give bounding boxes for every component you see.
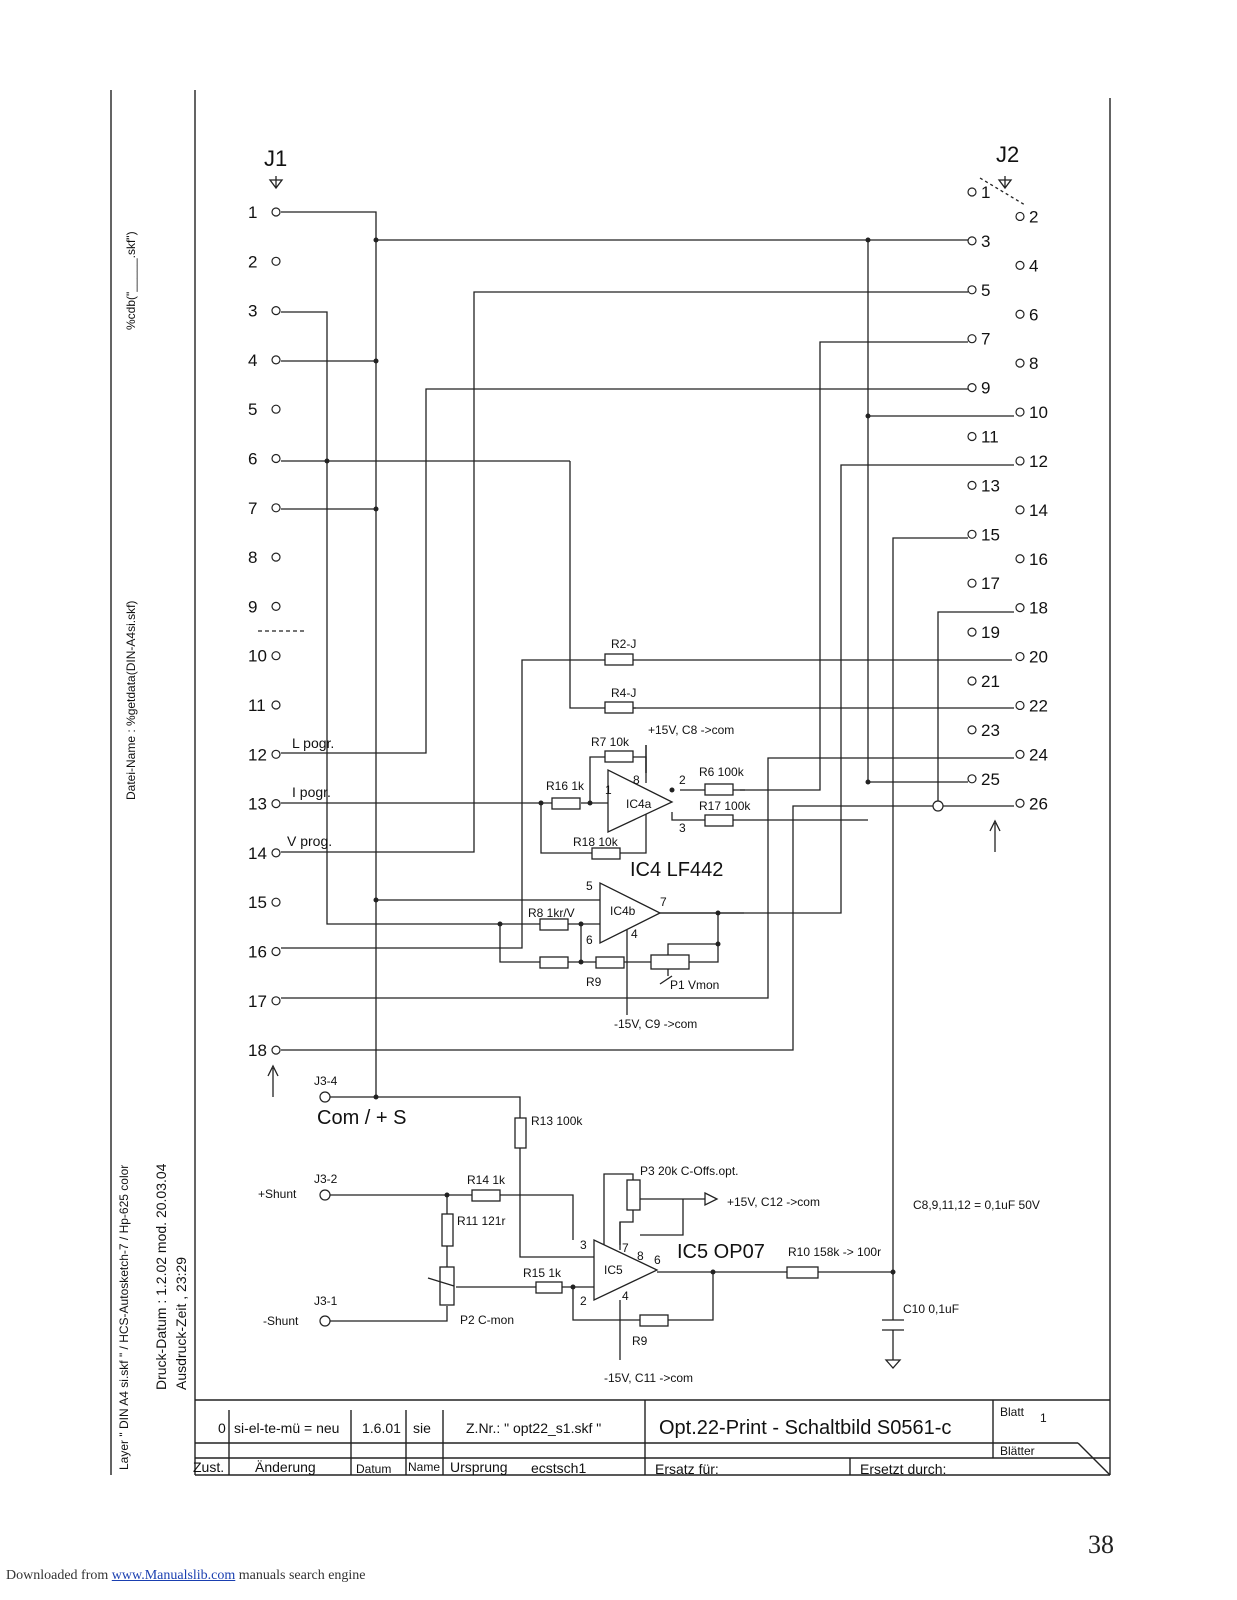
pin-ic5-3: 3 <box>580 1238 587 1252</box>
pin-ic5-4: 4 <box>622 1289 629 1303</box>
j2-pin-label: 16 <box>1029 549 1048 569</box>
j2-pin-label: 10 <box>1029 403 1048 423</box>
j3-1-terminal <box>320 1316 330 1326</box>
j1-pin-label: 3 <box>248 301 258 321</box>
tb-title: Opt.22-Print - Schaltbild S0561-c <box>659 1417 952 1439</box>
pin-ic4b-6: 6 <box>586 933 593 947</box>
tb-blaetter-label: Blätter <box>1000 1444 1035 1458</box>
j1-pin-terminal <box>272 602 280 610</box>
j1-pin-label: 11 <box>248 696 266 715</box>
wires <box>281 212 1014 1360</box>
j2-pin-label: 17 <box>981 574 1000 594</box>
j2-pin-terminal <box>1016 750 1024 758</box>
title-block <box>195 1400 1110 1475</box>
j2-pin-terminal <box>1016 310 1024 318</box>
label-r15: R15 1k <box>523 1266 562 1280</box>
side-filename: Datei-Name : %getdata(DIN-A4si.skf) <box>124 600 138 800</box>
pin-ic5-8: 8 <box>637 1249 644 1263</box>
label-j3-2: J3-2 <box>314 1172 338 1186</box>
j1-pin-terminal <box>272 208 280 216</box>
j2-pin-terminal <box>1016 555 1024 563</box>
label-ic5: IC5 <box>604 1263 623 1277</box>
j2-pin-label: 6 <box>1029 305 1039 325</box>
j2-pin-terminal <box>968 628 976 636</box>
pin-ic4b-4: 4 <box>631 927 638 941</box>
download-footer <box>6 1568 366 1584</box>
tb-blatt-value: 1 <box>1040 1411 1047 1425</box>
label-plus15-c8: +15V, C8 ->com <box>648 723 735 737</box>
j2-pin-terminal <box>968 335 976 343</box>
j1-pin-label: 17 <box>248 991 267 1011</box>
j1-pin-label: 5 <box>248 400 258 420</box>
j1-pin-terminal <box>272 898 280 906</box>
j1-pin-label: 12 <box>248 745 267 765</box>
j2-pin-terminal <box>1016 359 1024 367</box>
j1-pin-label: 6 <box>248 449 258 469</box>
label-r13: R13 100k <box>531 1114 583 1128</box>
j1-pin-terminal <box>272 455 280 463</box>
j2-pin-terminal <box>968 286 976 294</box>
tb-name-header: Name <box>408 1460 441 1474</box>
label-minus15-c9: -15V, C9 ->com <box>614 1017 698 1031</box>
manualslib-link[interactable]: www.Manualslib.com <box>111 1568 236 1583</box>
j2-up-arrow-icon <box>990 821 1000 852</box>
j2-pin-label: 5 <box>981 280 991 300</box>
j1-pin-terminal <box>272 849 280 857</box>
side-cdb: %cdb("_____.skf") <box>124 231 138 330</box>
j2-pin-label: 23 <box>981 720 1000 740</box>
j2-pin-label: 18 <box>1029 598 1048 618</box>
label-ic4a: IC4a <box>626 797 652 811</box>
pin-ic5-6: 6 <box>654 1253 661 1267</box>
tb-zust: Zust. <box>193 1459 225 1475</box>
label-caps-note: C8,9,11,12 = 0,1uF 50V <box>913 1198 1040 1212</box>
j1-pin-label: 18 <box>248 1041 267 1061</box>
footer-suffix: manuals search engine <box>238 1568 366 1583</box>
pin-ic4a-1: 1 <box>605 783 612 797</box>
label-ic5-type: IC5 OP07 <box>677 1241 765 1263</box>
j1-pin-label: 7 <box>248 498 258 518</box>
label-p2: P2 C-mon <box>460 1313 515 1327</box>
tb-ersetzt-durch: Ersetzt durch: <box>860 1461 947 1477</box>
j2-pin-label: 12 <box>1029 451 1048 471</box>
j2-pin-terminal <box>968 188 976 196</box>
j2-pin-terminal <box>968 433 976 441</box>
j2-pin-terminal <box>1016 604 1024 612</box>
pin-ic5-2: 2 <box>580 1294 587 1308</box>
j2-pin-terminal <box>1016 653 1024 661</box>
j1-title: J1 <box>264 146 288 171</box>
j2-pin-terminal <box>1016 261 1024 269</box>
j2-pin-label: 26 <box>1029 794 1048 814</box>
j1-pin-label: 15 <box>248 893 267 913</box>
j2-pin-label: 8 <box>1029 354 1039 374</box>
j1-pin-terminal <box>272 997 280 1005</box>
pin-ic4a-3: 3 <box>679 821 686 835</box>
tb-date: 1.6.01 <box>362 1420 401 1436</box>
label-minus-shunt: -Shunt <box>263 1314 299 1328</box>
label-ic4b: IC4b <box>610 904 636 918</box>
label-j3-4: J3-4 <box>314 1074 338 1088</box>
j1-pin-label: 10 <box>248 646 267 666</box>
pin-ic4b-5: 5 <box>586 879 593 893</box>
j2-pin-terminal <box>968 237 976 245</box>
pin-ic4b-7: 7 <box>660 895 667 909</box>
label-v-prog: V prog. <box>287 833 333 849</box>
j2-pin-terminal <box>968 481 976 489</box>
j2-pin-terminal <box>1016 506 1024 514</box>
label-p3: P3 20k C-Offs.opt. <box>640 1164 739 1178</box>
j2-pin-label: 7 <box>981 329 991 349</box>
j1-pin-label: 4 <box>248 350 258 370</box>
tb-ursprung: Ursprung <box>450 1459 508 1475</box>
j1-pin-label: 16 <box>248 942 267 962</box>
j2-pin-terminal <box>968 530 976 538</box>
j2-pin-label: 20 <box>1029 647 1048 667</box>
label-c10: C10 0,1uF <box>903 1302 960 1316</box>
j1-pin-terminal <box>272 553 280 561</box>
pin-ic4a-8: 8 <box>633 773 640 787</box>
j2-pin-label: 9 <box>981 378 991 398</box>
label-j3-1: J3-1 <box>314 1294 338 1308</box>
label-minus15-c11: -15V, C11 ->com <box>604 1371 694 1385</box>
j2-pin-label: 13 <box>981 476 1000 496</box>
j2-pin-terminal <box>968 726 976 734</box>
j2-pin-terminal <box>1016 408 1024 416</box>
j2-pin-terminal <box>968 384 976 392</box>
label-r16: R16 1k <box>546 779 585 793</box>
j2-pin-terminal <box>968 775 976 783</box>
j1-pin-label: 1 <box>248 203 258 222</box>
j2-pin-label: 25 <box>981 769 1000 789</box>
j1-pin-label: 13 <box>248 794 267 814</box>
j2-pin-terminal <box>1016 457 1024 465</box>
label-ic4: IC4 LF442 <box>630 859 724 881</box>
j1-up-arrow-icon <box>268 1066 278 1097</box>
label-r2: R2-J <box>611 637 637 651</box>
j1-pin-terminal <box>272 257 280 265</box>
j2-pin-label: 14 <box>1029 500 1048 520</box>
j2-pin-label: 4 <box>1029 256 1039 276</box>
j1-pin-label: 2 <box>248 252 258 272</box>
tb-ersatz-fuer: Ersatz für: <box>655 1461 719 1477</box>
j2-pin-label: 24 <box>1029 745 1048 765</box>
side-layer: Layer " DIN A4 si.skf " / HCS-Autosketch-7 / Hp-625 color <box>117 1164 131 1470</box>
label-plus-shunt: +Shunt <box>258 1187 297 1201</box>
label-r6: R6 100k <box>699 765 744 779</box>
j1-pin-label: 9 <box>248 597 258 617</box>
j2-pin-label: 21 <box>981 672 1000 691</box>
j2-pin-label: 19 <box>981 623 1000 643</box>
j1-pin-terminal <box>272 750 280 758</box>
label-r9b: R9 <box>632 1334 648 1348</box>
j2-pin-terminal <box>1016 799 1024 807</box>
pin-ic5-7: 7 <box>622 1241 629 1255</box>
j3-4-terminal <box>320 1092 330 1102</box>
label-r9a: R9 <box>586 975 602 989</box>
j1-pin-terminal <box>272 652 280 660</box>
j1-pin-label: 14 <box>248 843 267 863</box>
j1-pin-label: 8 <box>248 548 258 568</box>
j1-pin-terminal <box>272 356 280 364</box>
j2-pin-label: 22 <box>1029 696 1048 716</box>
label-r17: R17 100k <box>699 799 751 813</box>
page-number: 38 <box>1088 1530 1114 1559</box>
j2-pin-label: 11 <box>981 427 999 447</box>
j2-pin-terminal <box>1016 701 1024 709</box>
footer-prefix: Downloaded from <box>6 1568 109 1583</box>
tb-drawing-no: Z.Nr.: " opt22_s1.skf " <box>466 1420 602 1436</box>
j2-pin-label: 15 <box>981 525 1000 545</box>
label-l-pogr: L pogr. <box>292 735 335 751</box>
label-r4: R4-J <box>611 686 637 700</box>
pin-ic4a-2: 2 <box>679 773 686 787</box>
tb-aenderung: Änderung <box>255 1459 316 1475</box>
tb-name: sie <box>413 1420 431 1436</box>
j1-pin-terminal <box>272 307 280 315</box>
tb-datum: Datum <box>356 1462 392 1476</box>
tb-ursprung-value: ecstsch1 <box>531 1460 587 1476</box>
tb-blatt-label: Blatt <box>1000 1405 1025 1419</box>
j2-pin-label: 3 <box>981 231 991 251</box>
j1-pin-terminal <box>272 405 280 413</box>
j1-pin-terminal <box>272 800 280 808</box>
j1-pin-terminal <box>272 1046 280 1054</box>
j1-pin-terminal <box>272 948 280 956</box>
j1-arrow-icon <box>270 176 282 188</box>
label-r8: R8 1kr/V <box>528 906 575 920</box>
label-com-s: Com / + S <box>317 1107 407 1129</box>
j2-pin-terminal <box>1016 212 1024 220</box>
label-r11: R11 121r <box>457 1214 506 1228</box>
label-i-pogr: I pogr. <box>292 784 331 800</box>
j2-pin-terminal <box>968 579 976 587</box>
label-r14: R14 1k <box>467 1173 506 1187</box>
j3-2-terminal <box>320 1190 330 1200</box>
plus15-arrow-icon <box>705 1193 717 1205</box>
label-r7: R7 10k <box>591 735 630 749</box>
j2-title: J2 <box>996 142 1020 167</box>
j2-pin-terminal <box>968 677 976 685</box>
label-r10: R10 158k -> 100r <box>788 1245 882 1259</box>
j1-pin-terminal <box>272 504 280 512</box>
j2-pin-label: 1 <box>981 183 991 202</box>
label-plus15-c12: +15V, C12 ->com <box>727 1195 820 1209</box>
junctions <box>325 238 944 1290</box>
tb-change: si-el-te-mü = neu <box>234 1420 340 1436</box>
j2-pin-list <box>968 183 1048 813</box>
j2-pin-label: 2 <box>1029 207 1039 227</box>
side-print-date: Druck-Datum : 1.2.02 mod. 20.03.04 <box>153 1163 169 1390</box>
side-print-time: Ausdruck-Zeit , 23:29 <box>173 1256 189 1390</box>
tb-rev: 0 <box>218 1420 226 1436</box>
j1-pin-terminal <box>272 701 280 709</box>
label-r18: R18 10k <box>573 835 618 849</box>
label-p1: P1 Vmon <box>670 978 720 992</box>
